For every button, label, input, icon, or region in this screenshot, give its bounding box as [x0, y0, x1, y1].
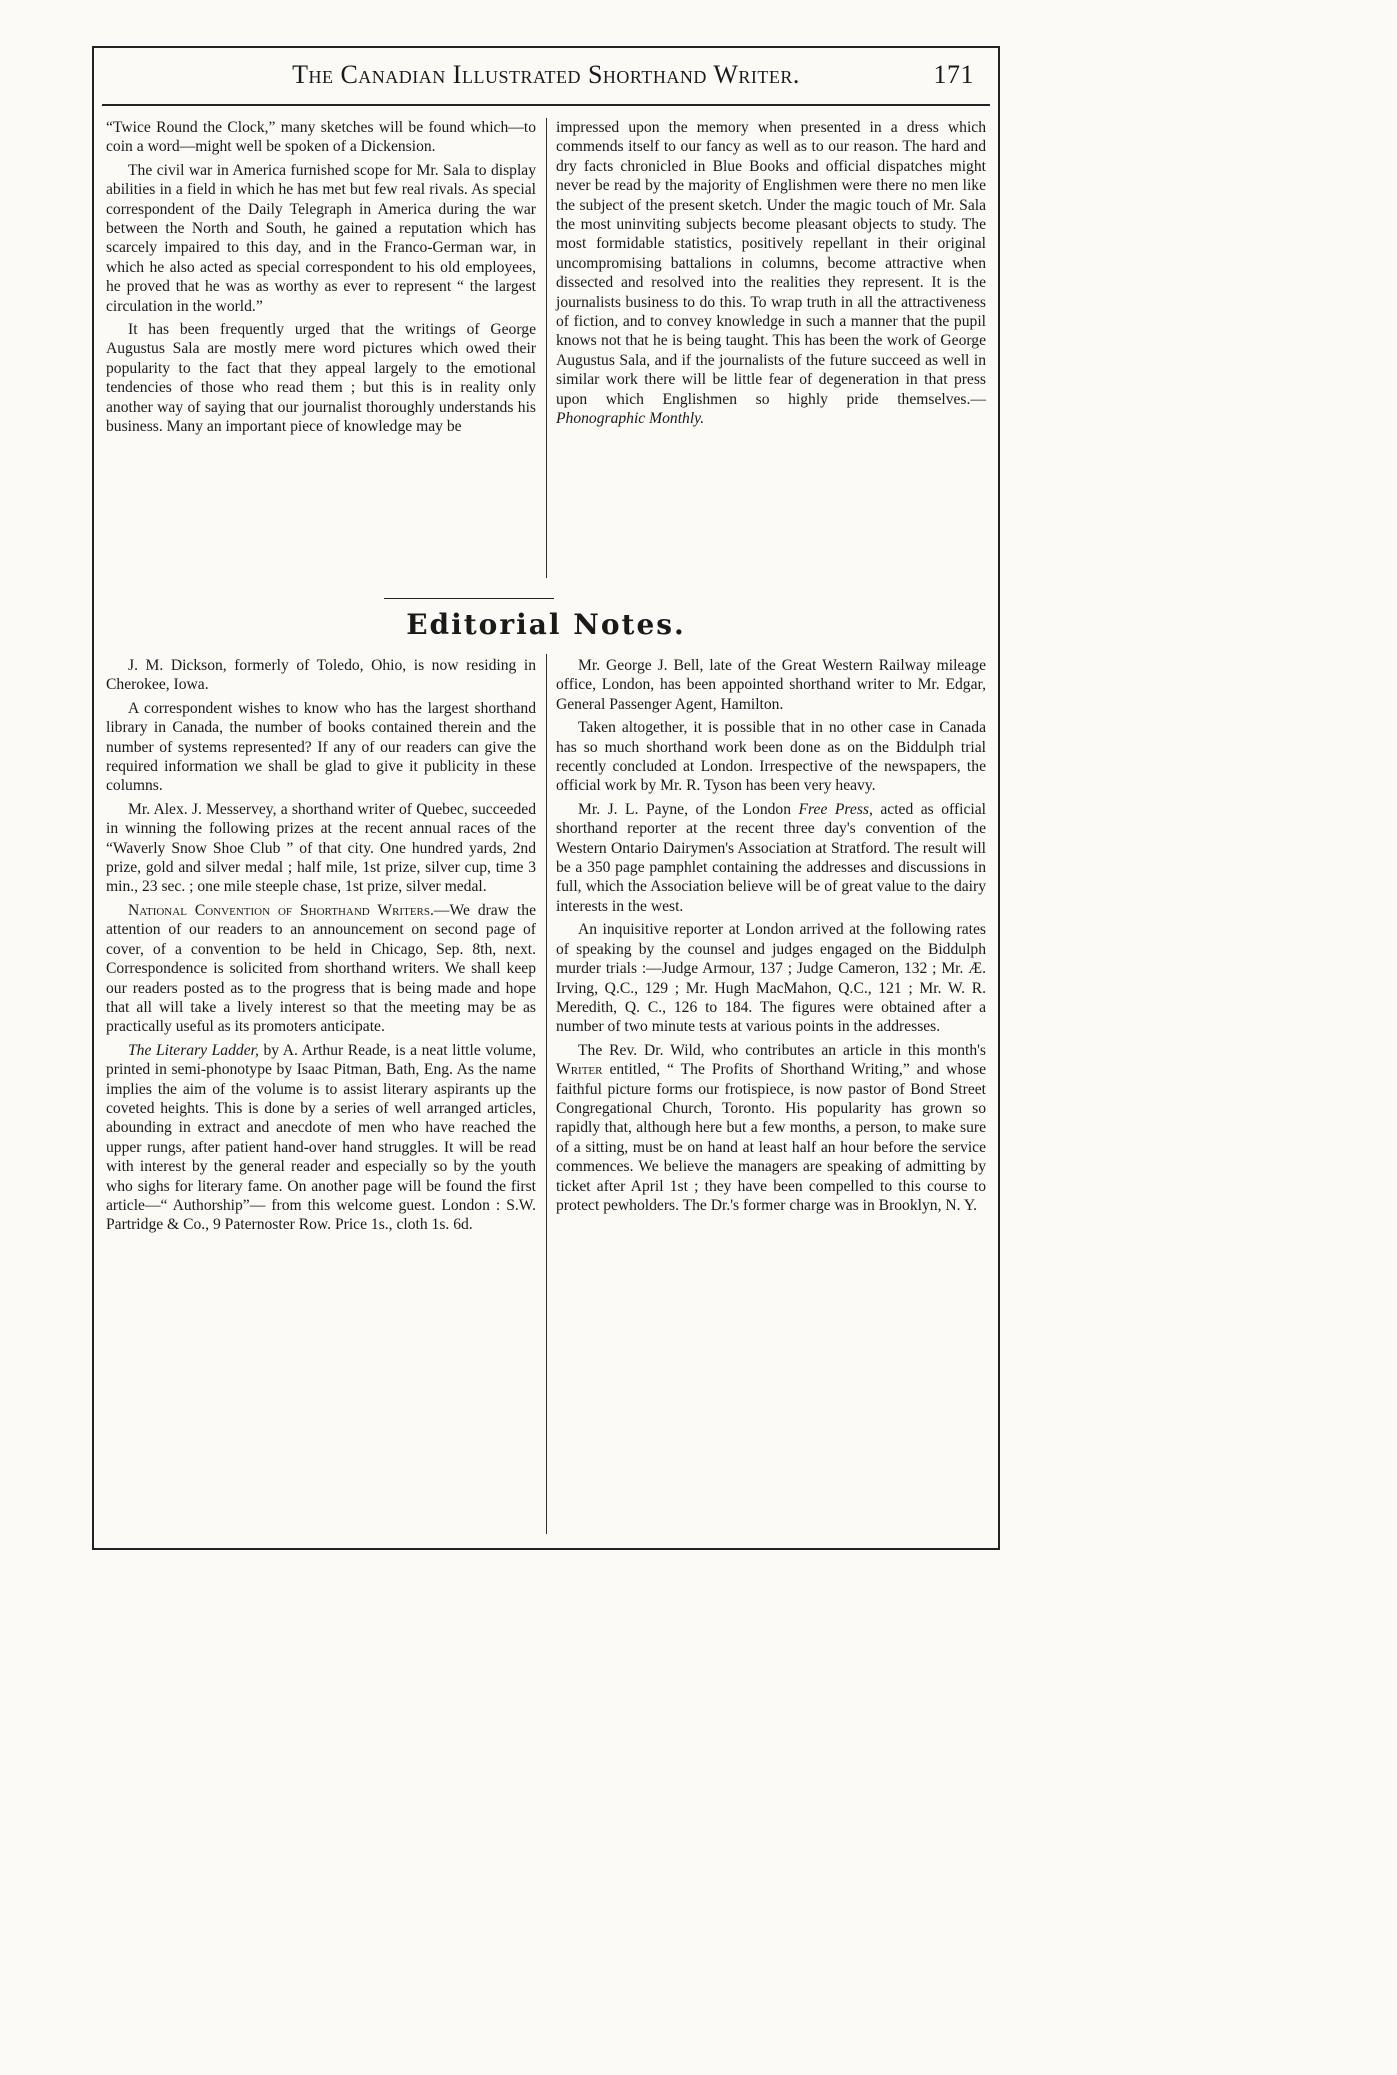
- note-paragraph: A correspondent wishes to know who has the largest shorthand library in Canada, the number of books contained therein and the number of systems represented? If any of our readers can give the required information we shall be glad to give it publicity in these columns.: [106, 699, 536, 795]
- note-heading: National Convention of Shorthand Writers.: [128, 901, 434, 919]
- note-text: by A. Arthur Reade, is a neat little volume, printed in semi-phonotype by Isaac Pitman, Bath, Eng. As the name implies the aim of the volume is to assist literary aspirants up the coveted heights. This is done by a series of well arranged articles, abounding in extract and anecdote of men who have reached the upper rungs, after patient hand-over hand struggles. It will be read with interest by the general reader and especially so by the youth who sighs for literary fame. On another page will be found the first article—“ Authorship”— from this welcome guest. London : S.W. Partridge & Co., 9 Paternoster Row. Price 1s., cloth 1s. 6d.: [106, 1041, 536, 1234]
- note-paragraph: [556, 1041, 986, 1216]
- note-paragraph: An inquisitive reporter at London arrived at the following rates of speaking by the counsel and judges engaged on the Biddulph murder trials :—Judge Armour, 137 ; Judge Cameron, 132 ; Mr. Æ. Irving, Q.C., 129 ; Mr. Hugh MacMahon, Q.C., 121 ; Mr. W. R. Meredith, Q. C., 126 to 184. The figures were obtained after a number of two minute tests at various points in the addresses.: [556, 921, 986, 1036]
- note-text: Mr. J. L. Payne, of the London: [578, 800, 799, 818]
- newspaper-title: Free Press,: [798, 800, 873, 818]
- note-paragraph: [556, 800, 986, 916]
- notes-right-column: [556, 656, 986, 1219]
- running-head: [94, 60, 998, 100]
- section-heading: Editorial Notes.: [406, 608, 686, 641]
- book-title: The Literary Ladder,: [128, 1041, 259, 1059]
- magazine-name: Writer: [556, 1061, 603, 1079]
- note-text: entitled, “ The Profits of Shorthand Writing,” and whose faithful picture forms our frotispiece, is now pastor of Bond Street Congregational Church, Toronto. His popularity has grown so rapidly that, although here but a few months, a person, to make sure of a sitting, must be on hand at least half an hour before the service commences. We believe the managers are speaking of admitting by ticket after April 1st ; they have been compelled to this course to protect pewholders. The Dr.'s former charge was in Brooklyn, N. Y.: [556, 1061, 986, 1214]
- note-text: acted as official shorthand reporter at the recent three day's convention of the Western Ontario Dairymen's Association at Stratford. The result will be a 350 page pamphlet containing the addresses and discussions in full, which the Association believe will be of great value to the dairy interests in the west.: [556, 800, 986, 915]
- article-paragraph: The civil war in America furnished scope for Mr. Sala to display abilities in a field in which he has met but few real rivals. As special correspondent of the Daily Telegraph in America during the war between the North and South, he gained a reputation which has scarcely impaired to this day, and in the Franco-German war, in which he also acted as special correspondent to his old employees, he proved that he was as worthy as ever to represent “ the largest circulation in the world.”: [106, 161, 536, 315]
- section-rule-left: [384, 598, 554, 599]
- source-credit: Phonographic Monthly.: [556, 410, 705, 428]
- note-text: The Rev. Dr. Wild, who contributes an article in this month's: [578, 1041, 986, 1059]
- page-frame: [92, 46, 1000, 1550]
- article-paragraph: It has been frequently urged that the writings of George Augustus Sala are mostly mere word pictures which owed their popularity to the fact that they appeal largely to the emotional tendencies of those who read them ; but this is in reality only another way of saying that our journalist thoroughly understands his business. Many an important piece of knowledge may be: [106, 321, 536, 436]
- note-paragraph: Taken altogether, it is possible that in no other case in Canada has so much shorthand work been done as on the Biddulph trial recently concluded at London. Irrespective of the newspapers, the official work by Mr. R. Tyson has been very heavy.: [556, 719, 986, 795]
- notes-left-column: [106, 656, 536, 1239]
- article-paragraph: [556, 118, 986, 429]
- note-paragraph: J. M. Dickson, formerly of Toledo, Ohio, is now residing in Cherokee, Iowa.: [106, 657, 536, 694]
- header-rule: [102, 104, 990, 106]
- article-paragraph: “Twice Round the Clock,” many sketches will be found which—to coin a word—might well be spoken of a Dickension.: [106, 119, 536, 156]
- page-number: 171: [933, 60, 974, 89]
- note-paragraph: [106, 901, 536, 1037]
- article-left-column: [106, 118, 536, 441]
- column-divider: [546, 654, 547, 1534]
- note-text: —We draw the attention of our readers to an announcement on second page of cover, of a convention to be held in Chicago, Sep. 8th, next. Correspondence is solicited from shorthand writers. We shall keep our readers posted as to the progress that is being made and hope that all will take a lively interest so that the meeting may be as practically useful as its promoters anticipate.: [106, 901, 536, 1036]
- article-right-column: [556, 118, 986, 433]
- note-paragraph: [106, 1041, 536, 1235]
- note-paragraph: Mr. Alex. J. Messervey, a shorthand writer of Quebec, succeeded in winning the following prizes at the recent annual races of the “Waverly Snow Shoe Club ” of that city. One hundred yards, 2nd prize, gold and silver medal ; half mile, 1st prize, silver cup, time 3 min., 23 sec. ; one mile steeple chase, 1st prize, silver medal.: [106, 800, 536, 896]
- article-text: impressed upon the memory when presented in a dress which commends itself to our fancy as well as to our reason. The hard and dry facts chronicled in Blue Books and official dispatches might never be read by the majority of Englishmen were there no men like the subject of the present sketch. Under the magic touch of Mr. Sala the most uninviting subjects become pleasant objects to study. The most formidable statistics, positively repellant in their original uncompromising battalions in columns, become attractive when dissected and resolved into the realities they represent. It is the journalists business to do this. To wrap truth in all the attractiveness of fiction, and to convey knowledge in such a manner that the pupil knows not that he is being taught. This has been the work of George Augustus Sala, and if the journalists of the future succeed as well in similar work there will be little fear of degeneration in that press upon which Englishmen so highly pride themselves.—: [556, 119, 986, 408]
- column-divider: [546, 118, 547, 578]
- note-paragraph: Mr. George J. Bell, late of the Great Western Railway mileage office, London, has been appointed shorthand writer to Mr. Edgar, General Passenger Agent, Hamilton.: [556, 657, 986, 713]
- journal-title: The Canadian Illustrated Shorthand Writer.: [292, 60, 800, 89]
